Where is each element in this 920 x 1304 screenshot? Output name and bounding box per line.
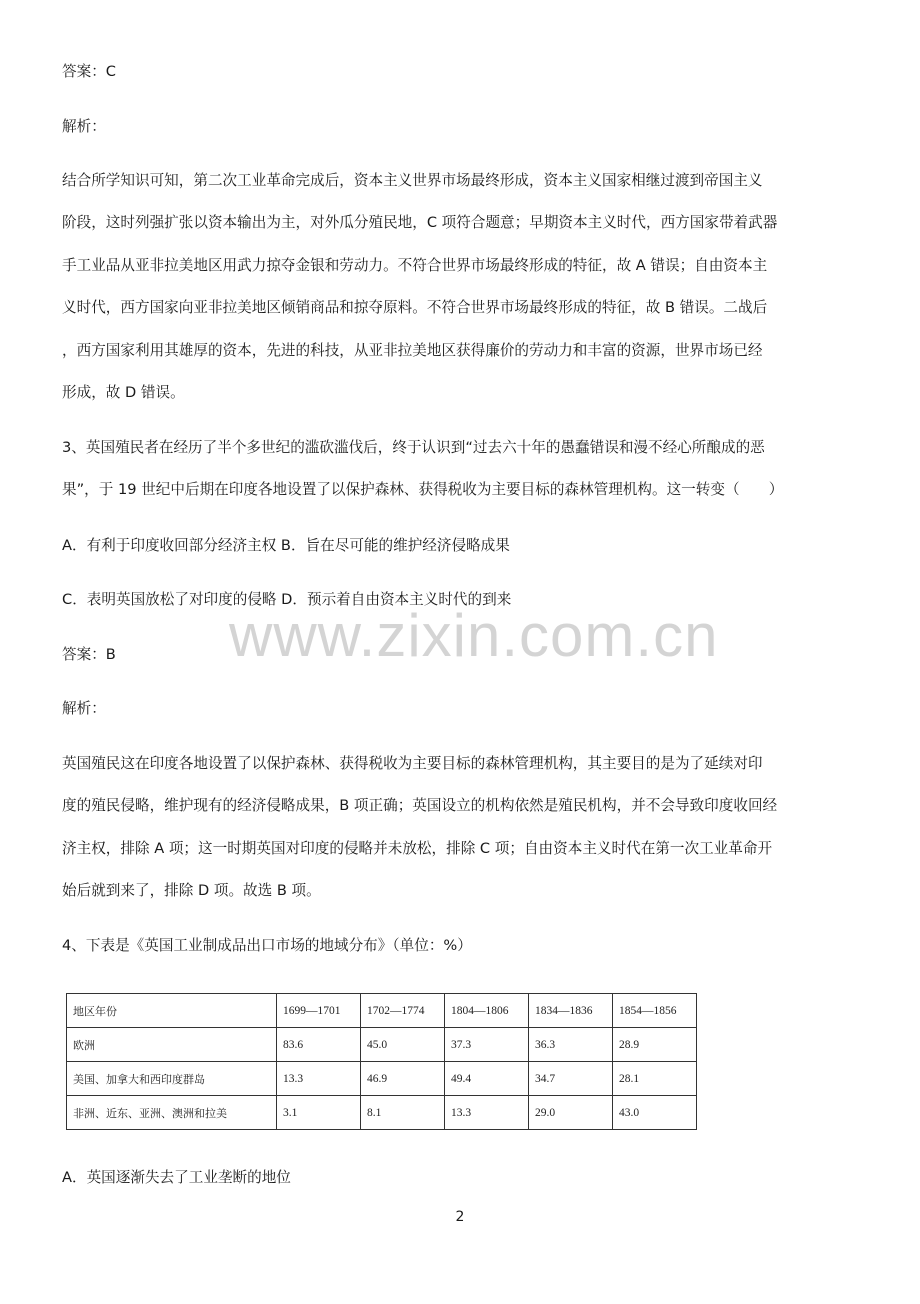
q3-analysis-line: 始后就到来了，排除 D 项。故选 B 项。 <box>62 882 321 899</box>
table-header-cell: 地区年份 <box>67 994 277 1028</box>
table-header-cell: 1854—1856 <box>613 994 697 1028</box>
q3-analysis-label: 解析： <box>62 700 106 717</box>
table-cell: 83.6 <box>277 1028 361 1062</box>
table-header-cell: 1702—1774 <box>361 994 445 1028</box>
table-header-row <box>67 994 697 1028</box>
q2-analysis-line: 义时代，西方国家向亚非拉美地区倾销商品和掠夺原料。不符合世界市场最终形成的特征，故 B 错误。二战后 <box>62 299 768 316</box>
q2-analysis-label: 解析： <box>62 118 106 135</box>
table-cell: 29.0 <box>529 1096 613 1130</box>
table-cell: 8.1 <box>361 1096 445 1130</box>
table-row <box>67 1096 697 1130</box>
table-cell: 49.4 <box>445 1062 529 1096</box>
q3-options-ab: A．有利于印度收回部分经济主权 B．旨在尽可能的维护经济侵略成果 <box>62 537 510 554</box>
page-number: 2 <box>455 1209 465 1225</box>
q2-analysis-line: 结合所学知识可知，第二次工业革命完成后，资本主义世界市场最终形成，资本主义国家相继过渡到帝国主义 <box>62 172 763 189</box>
q2-analysis-line: 手工业品从亚非拉美地区用武力掠夺金银和劳动力。不符合世界市场最终形成的特征，故 A 错误；自由资本主 <box>62 257 768 274</box>
q4-stem: 4、下表是《英国工业制成品出口市场的地域分布》（单位：%） <box>62 937 472 954</box>
table-cell: 3.1 <box>277 1096 361 1130</box>
q2-answer: 答案：C <box>62 63 116 80</box>
table-cell: 37.3 <box>445 1028 529 1062</box>
q4-option-a: A．英国逐渐失去了工业垄断的地位 <box>62 1169 291 1186</box>
table-cell: 34.7 <box>529 1062 613 1096</box>
table-cell: 美国、加拿大和西印度群岛 <box>67 1062 277 1096</box>
table-cell: 13.3 <box>445 1096 529 1130</box>
table-header-cell: 1834—1836 <box>529 994 613 1028</box>
table-cell: 欧洲 <box>67 1028 277 1062</box>
table-header-cell: 1699—1701 <box>277 994 361 1028</box>
watermark: www.zixin.com.cn <box>229 602 719 669</box>
table-header-cell: 1804—1806 <box>445 994 529 1028</box>
q2-analysis-line: 阶段，这时列强扩张以资本输出为主，对外瓜分殖民地，C 项符合题意；早期资本主义时代，西方国家带着武器 <box>62 214 778 231</box>
q3-analysis-line: 济主权，排除 A 项；这一时期英国对印度的侵略并未放松，排除 C 项；自由资本主义时代在第一次工业革命开 <box>62 840 773 857</box>
q2-analysis-line: 形成，故 D 错误。 <box>62 384 185 401</box>
table-cell: 43.0 <box>613 1096 697 1130</box>
table-cell: 36.3 <box>529 1028 613 1062</box>
table-cell: 28.1 <box>613 1062 697 1096</box>
q3-answer: 答案：B <box>62 646 116 663</box>
table-cell: 28.9 <box>613 1028 697 1062</box>
table-cell: 46.9 <box>361 1062 445 1096</box>
q3-options-cd: C．表明英国放松了对印度的侵略 D．预示着自由资本主义时代的到来 <box>62 591 512 608</box>
q3-stem-line: 3、英国殖民者在经历了半个多世纪的滥砍滥伐后，终于认识到“过去六十年的愚蠢错误和漫不经心所酿成的恶 <box>62 439 765 456</box>
table-row <box>67 1028 697 1062</box>
q3-analysis-line: 度的殖民侵略，维护现有的经济侵略成果，B 项正确；英国设立的机构依然是殖民机构，并不会导致印度收回经 <box>62 797 778 814</box>
table-cell: 13.3 <box>277 1062 361 1096</box>
q2-analysis-line: ，西方国家利用其雄厚的资本，先进的科技，从亚非拉美地区获得廉价的劳动力和丰富的资源，世界市场已经 <box>62 342 763 359</box>
table-cell: 非洲、近东、亚洲、澳洲和拉美 <box>67 1096 277 1130</box>
q3-stem-line: 果”，于 19 世纪中后期在印度各地设置了以保护森林、获得税收为主要目标的森林管理机构。这一转变（ ） <box>62 481 784 498</box>
export-market-table <box>66 993 697 1130</box>
table-row <box>67 1062 697 1096</box>
table-cell: 45.0 <box>361 1028 445 1062</box>
q3-analysis-line: 英国殖民这在印度各地设置了以保护森林、获得税收为主要目标的森林管理机构，其主要目的是为了延续对印 <box>62 755 763 772</box>
